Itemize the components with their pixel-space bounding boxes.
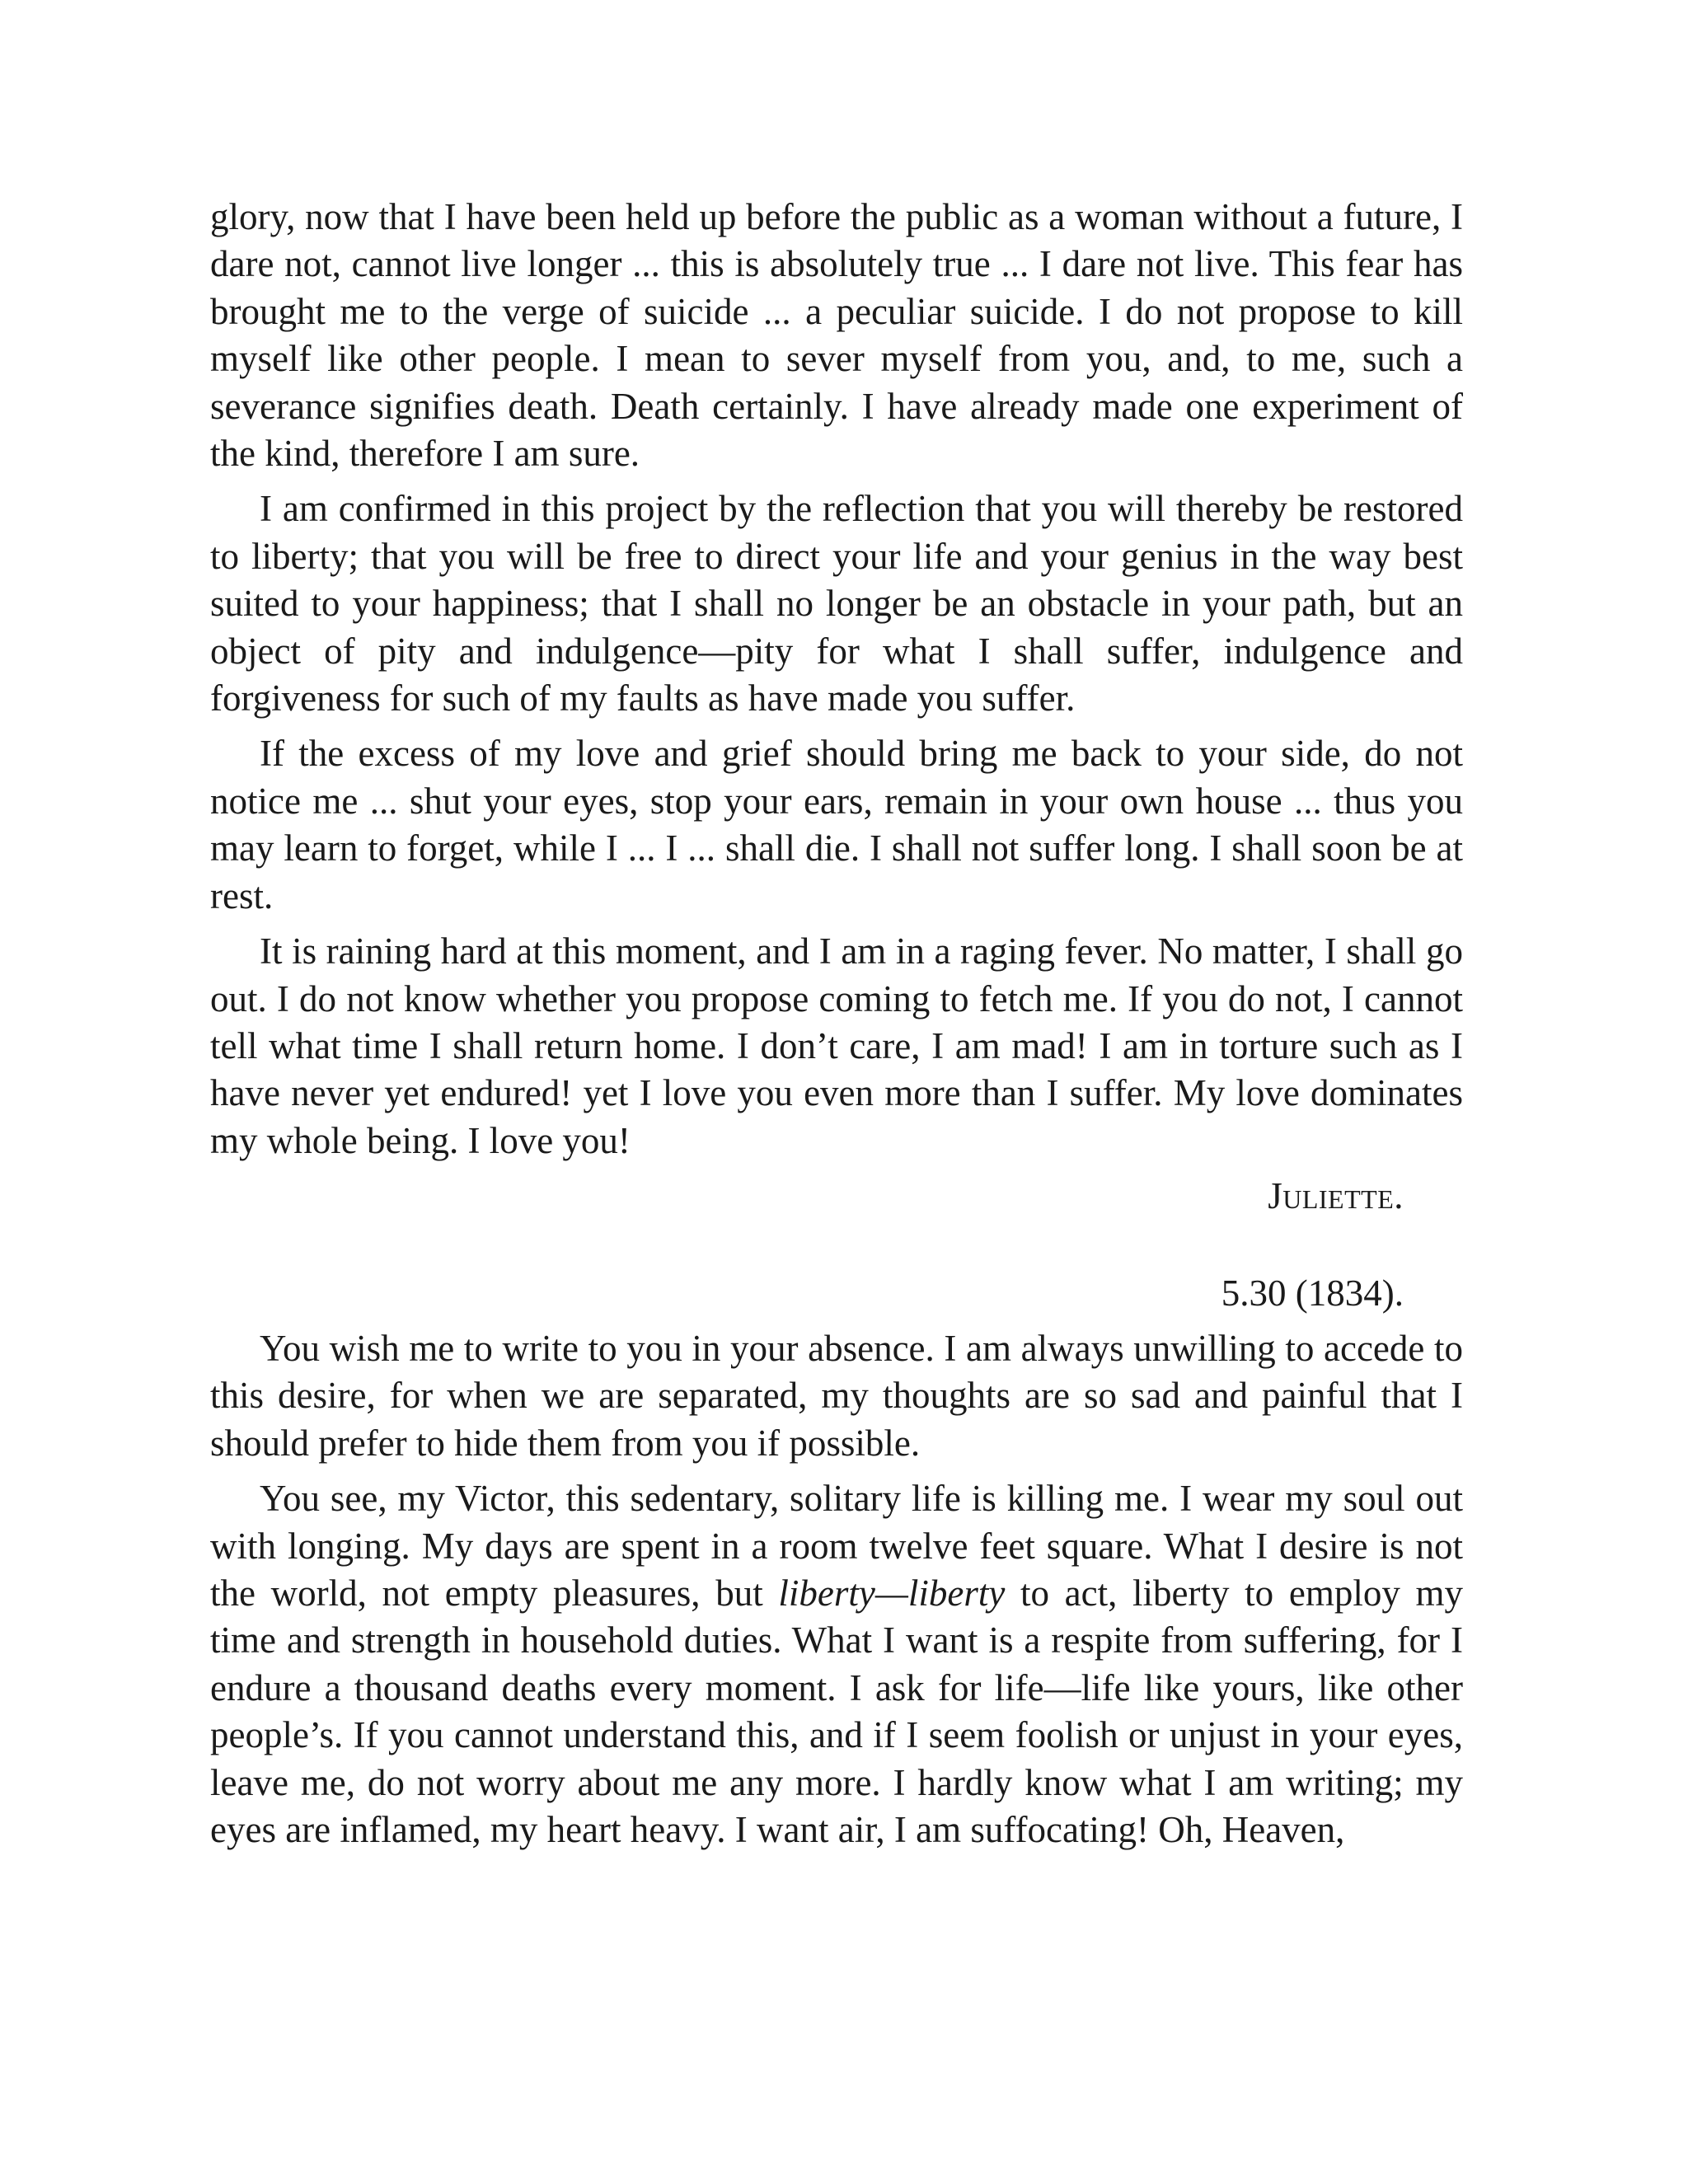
paragraph: I am confirmed in this project by the reflection that you will thereby be restored to liberty; that you will be free to direct your life and your genius in the way best suited to your happiness; that I shall no longer be an obstacle in your path, but an object of pity and indulgence—pity for what I shall suffer, indulgence and forgiveness for such of my faults as have made you suffer. xyxy=(210,488,1463,719)
paragraph-text: You see, my Victor, this sedentary, solitary life is killing me. I wear my soul out with longing. My days are spent in a room twelve feet square. What I desire is not the world, not empty pleasures, but xyxy=(210,1478,1463,1614)
paragraph-text: to act, liberty to employ my time and strength in household duties. What I want is a respite from suffering, for I endure a thousand deaths every moment. I ask for life—life like yours, like other people’s. If you cannot understand this, and if I seem foolish or unjust in your eyes, leave me, do not worry about me any more. I hardly know what I am writing; my eyes are inflamed, my heart heavy. I want air, I am suffocating! Oh, Heaven, xyxy=(210,1572,1463,1850)
paragraph: It is raining hard at this moment, and I am in a raging fever. No matter, I shall go out. I do not know whether you propose coming to fetch me. If you do not, I cannot tell what time I shall return home. I don’t care, I am mad! I am in torture such as I have never yet endured! yet I love you even more than I suffer. My love dominates my whole being. I love you! xyxy=(210,930,1463,1161)
paragraph: You wish me to write to you in your absence. I am always unwilling to accede to this desire, for when we are separated, my thoughts are so sad and painful that I should prefer to hide them from you if possible. xyxy=(210,1327,1463,1464)
paragraph-continued: glory, now that I have been held up before the public as a woman without a future, I dare not, cannot live longer ... this is absolutely true ... I dare not live. This fear has brought me to the verge of suicide ... a peculiar suicide. I do not propose to kill myself like other people. I mean to sever myself from you, and, to me, such a severance signifies death. Death certainly. I have already made one experiment of the kind, therefore I am sure. xyxy=(210,196,1463,475)
italic-emphasis: liberty—liberty xyxy=(778,1572,1006,1614)
paragraph: If the excess of my love and grief should bring me back to your side, do not notice me ... shut your eyes, stop your ears, remain in your own house ... thus you may learn to forget, while I ... I ... shall die. I shall not suffer long. I shall soon be at rest. xyxy=(210,733,1463,916)
letter-signature: Juliette. xyxy=(1268,1175,1404,1217)
letter-date: 5.30 (1834). xyxy=(1221,1272,1404,1314)
paragraph xyxy=(210,1475,1463,1854)
page-text xyxy=(210,194,1463,1862)
